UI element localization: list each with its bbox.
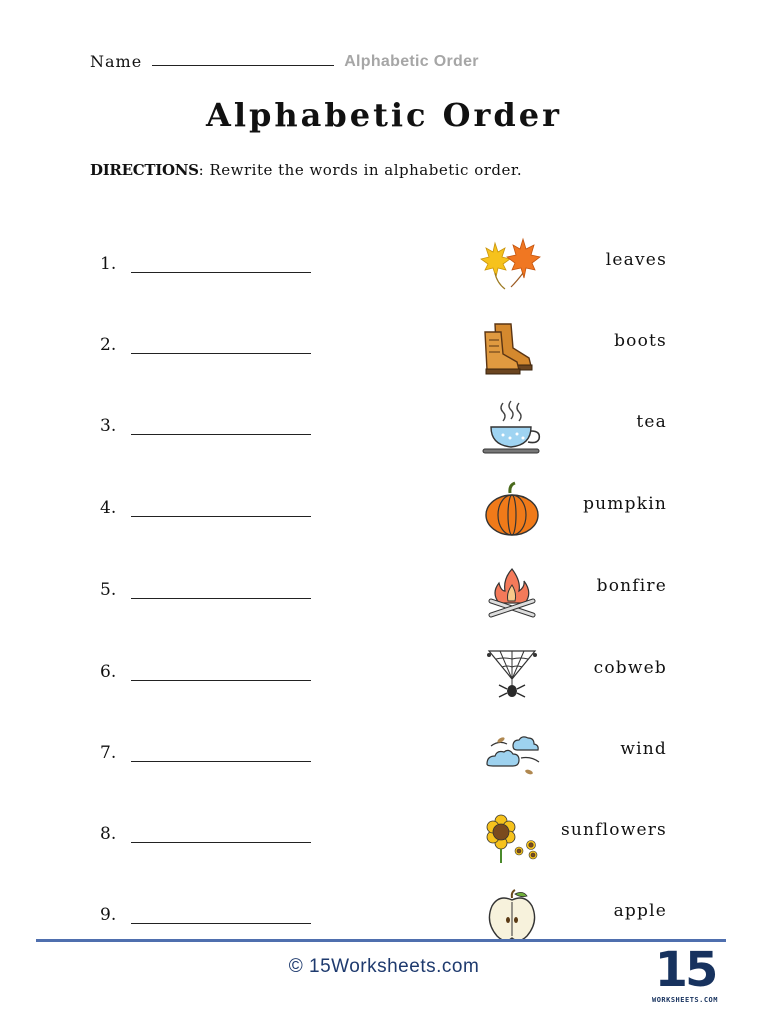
item-number: 9.: [100, 905, 117, 925]
answer-line[interactable]: [131, 842, 311, 843]
word: apple: [613, 901, 667, 921]
list-item: [0, 810, 768, 880]
word: bonfire: [596, 576, 667, 596]
footer-divider: [36, 939, 726, 942]
bonfire-icon: [477, 558, 547, 628]
logo-number: 15: [654, 942, 716, 998]
word: wind: [620, 739, 667, 759]
boots-icon: [477, 313, 547, 383]
list-item: [0, 484, 768, 554]
item-number: 3.: [100, 416, 117, 436]
item-number: 8.: [100, 824, 117, 844]
apple-icon: [477, 883, 547, 953]
maple-leaves-icon: [477, 232, 547, 302]
header-brand: Alphabetic Order: [344, 53, 479, 70]
item-number: 1.: [100, 254, 117, 274]
item-number: 4.: [100, 498, 117, 518]
answer-line[interactable]: [131, 516, 311, 517]
directions-label: DIRECTIONS: [90, 161, 199, 179]
directions-text: : Rewrite the words in alphabetic order.: [198, 161, 523, 179]
word: cobweb: [593, 658, 667, 678]
word: pumpkin: [583, 494, 667, 514]
answer-line[interactable]: [131, 353, 311, 354]
word: tea: [636, 412, 667, 432]
pumpkin-icon: [477, 476, 547, 546]
word: boots: [614, 331, 667, 351]
cobweb-spider-icon: [477, 640, 547, 710]
name-line[interactable]: [152, 65, 334, 66]
item-number: 5.: [100, 580, 117, 600]
list-item: [0, 402, 768, 472]
teacup-icon: [477, 394, 547, 464]
footer-copyright[interactable]: © 15Worksheets.com: [288, 956, 480, 977]
list-item: [0, 729, 768, 799]
answer-line[interactable]: [131, 598, 311, 599]
item-number: 6.: [100, 662, 117, 682]
item-number: 2.: [100, 335, 117, 355]
word: leaves: [605, 250, 667, 270]
answer-line[interactable]: [131, 434, 311, 435]
word: sunflowers: [560, 820, 667, 840]
directions: [90, 161, 522, 179]
sunflowers-icon: [477, 802, 547, 872]
item-number: 7.: [100, 743, 117, 763]
list-item: [0, 648, 768, 718]
answer-line[interactable]: [131, 680, 311, 681]
list-item: [0, 321, 768, 391]
wind-clouds-icon: [477, 721, 547, 791]
name-row: [90, 47, 479, 71]
name-label: Name: [90, 52, 143, 71]
answer-line[interactable]: [131, 923, 311, 924]
worksheets-logo: [643, 944, 727, 1014]
answer-line[interactable]: [131, 761, 311, 762]
page-title: Alphabetic Order: [206, 96, 562, 134]
answer-line[interactable]: [131, 272, 311, 273]
list-item: [0, 566, 768, 636]
list-item: [0, 240, 768, 310]
logo-text: WORKSHEETS.COM: [651, 996, 718, 1004]
